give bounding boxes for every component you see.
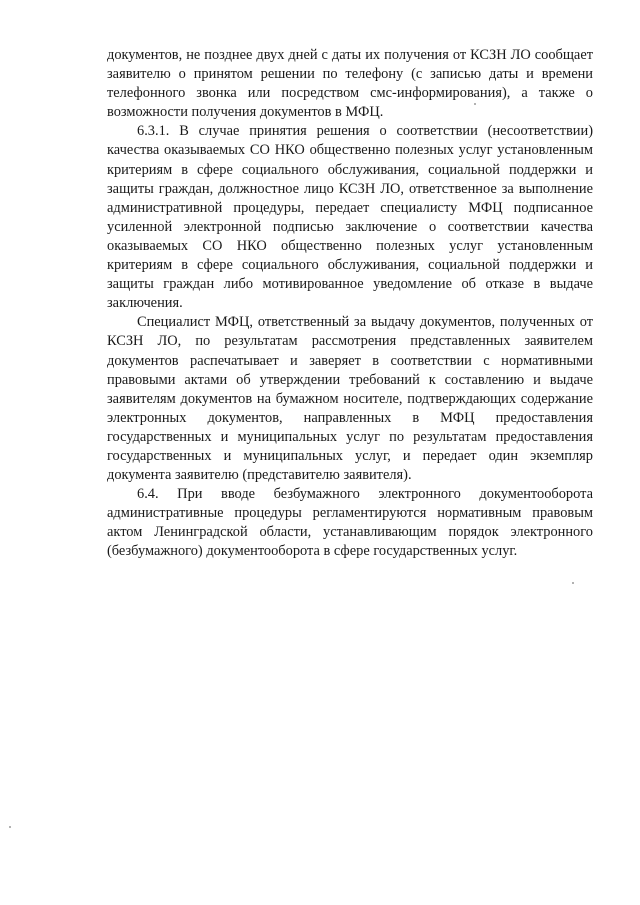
paragraph-6-4: 6.4. При вводе безбумажного электронного документооборота административные процедуры регламентируются нормативным правовым актом Ленинградской области, устанавливающим порядок электронного (безбумажного) документооборота в сфере государственных услуг. [107, 486, 593, 560]
paragraph-continuation: документов, не позднее двух дней с даты их получения от КСЗН ЛО сообщает заявителю о принятом решении по телефону (с записью даты и времени телефонного звонка или посредством смс-информирования), а также о возможности получения документов в МФЦ. [107, 47, 593, 121]
scan-speck [572, 582, 574, 584]
document-body [107, 46, 593, 562]
paragraph-mfc-specialist: Специалист МФЦ, ответственный за выдачу документов, полученных от КСЗН ЛО, по результатам рассмотрения представленных заявителем документов распечатывает и заверяет в соответствии с нормативными правовыми актами об утверждении требований к составлению и выдаче заявителям документов на бумажном носителе, подтверждающих содержание электронных документов, направленных в МФЦ предоставления государственных и муниципальных услуг по результатам предоставления государственных и муниципальных услуг, и передает один экземпляр документа заявителю (представителю заявителя). [107, 314, 593, 484]
scan-speck [474, 103, 476, 105]
scan-speck [9, 826, 11, 828]
paragraph-6-3-1: 6.3.1. В случае принятия решения о соответствии (несоответствии) качества оказываемых СО НКО общественно полезных услуг установленным критериям в сфере социального обслуживания, социальной поддержки и защиты граждан, должностное лицо КСЗН ЛО, ответственное за выполнение административной процедуры, передает специалисту МФЦ подписанное усиленной электронной подписью заключение о соответствии качества оказываемых СО НКО общественно полезных услуг установленным критериям в сфере социального обслуживания, социальной поддержки и защиты граждан либо мотивированное уведомление об отказе в выдаче заключения. [107, 123, 593, 312]
